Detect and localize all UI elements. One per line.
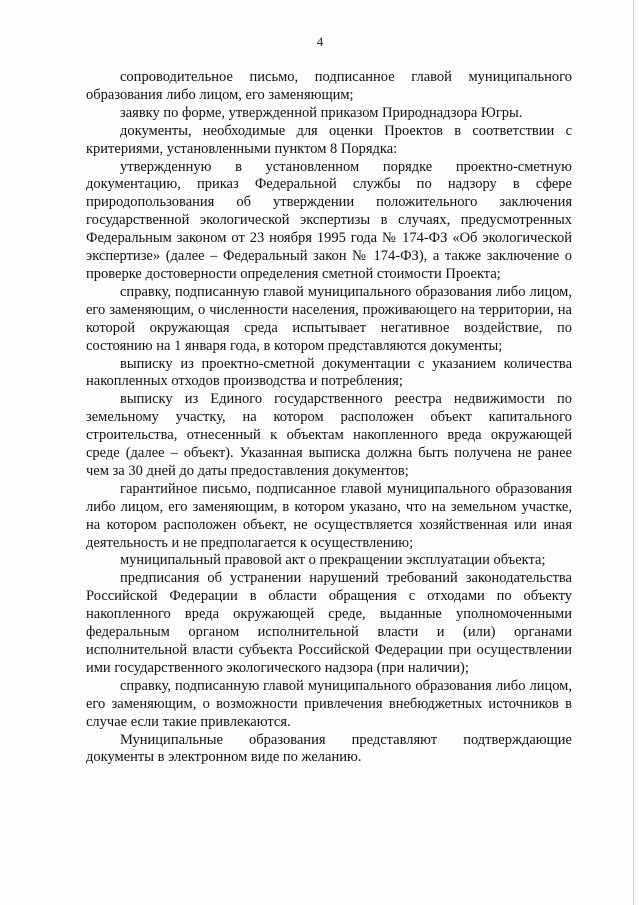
page-number: 4	[316, 34, 324, 49]
paragraph-municipal-act: муниципальный правовой акт о прекращении эксплуатации объекта;	[120, 552, 546, 569]
paragraph-registry-extract: выписку из Единого государственного реестра недвижимости по земельному участку, на котором расположен объект капитального строительства, отнесенный к объектам накопленного вреда окружающей среде (далее – объект). Указанная выписка должна быть получена не ранее чем за 30 дней до даты предоставления документов;	[86, 391, 572, 479]
paragraph-electronic-submission: Муниципальные образования представляют подтверждающие документы в электронном виде по желанию.	[86, 731, 572, 766]
paragraph-prescriptions: предписания об устранении нарушений требований законодательства Российской Федерации в области обращения с отходами по объекту накопленного вреда окружающей среде, выданные уполномоченными федеральным органом исполнительной власти и (или) органами исполнительной власти субъекта Российской Федерации при осуществлении ими государственного экологического надзора (при наличии);	[86, 570, 572, 676]
paragraph-design-documentation: утвержденную в установленном порядке проектно-сметную документацию, приказ Федеральной службы по надзору в сфере природопользования об утверждении положительного заключения государственной экологической экспертизы в случаях, предусмотренных Федеральным законом от 23 ноября 1995 года № 174-ФЗ «Об экологической экспертизе» (далее – Федеральный закон № 174-ФЗ), а также заключение о проверке достоверности определения сметной стоимости Проекта;	[86, 158, 572, 282]
document-body	[86, 69, 572, 767]
paragraph-population-certificate: справку, подписанную главой муниципального образования либо лицом, его заменяющим, о численности населения, проживающего на территории, на которой окружающая среда испытывает негативное воздействие, по состоянию на 1 января года, в котором представляются документы;	[86, 283, 572, 354]
paragraph-waste-extract: выписку из проектно-сметной документации с указанием количества накопленных отходов производства и потребления;	[86, 355, 572, 390]
paragraph-cover-letter: сопроводительное письмо, подписанное главой муниципального образования либо лицом, его заменяющим;	[86, 69, 572, 103]
paragraph-guarantee-letter: гарантийное письмо, подписанное главой муниципального образования либо лицом, его заменяющим, в котором указано, что на земельном участке, на котором расположен объект, не осуществляется хозяйственная или иная деятельность и не предполагается к осуществлению;	[86, 480, 572, 551]
paragraph-documents-intro: документы, необходимые для оценки Проектов в соответствии с критериями, установленными пунктом 8 Порядка:	[86, 122, 572, 157]
paragraph-extrabudgetary-certificate: справку, подписанную главой муниципального образования либо лицом, его заменяющим, о возможности привлечения внебюджетных источников в случае если такие привлекаются.	[86, 677, 572, 730]
paragraph-application: заявку по форме, утвержденной приказом Природнадзора Югры.	[120, 104, 523, 121]
scan-edge-line	[633, 0, 634, 905]
